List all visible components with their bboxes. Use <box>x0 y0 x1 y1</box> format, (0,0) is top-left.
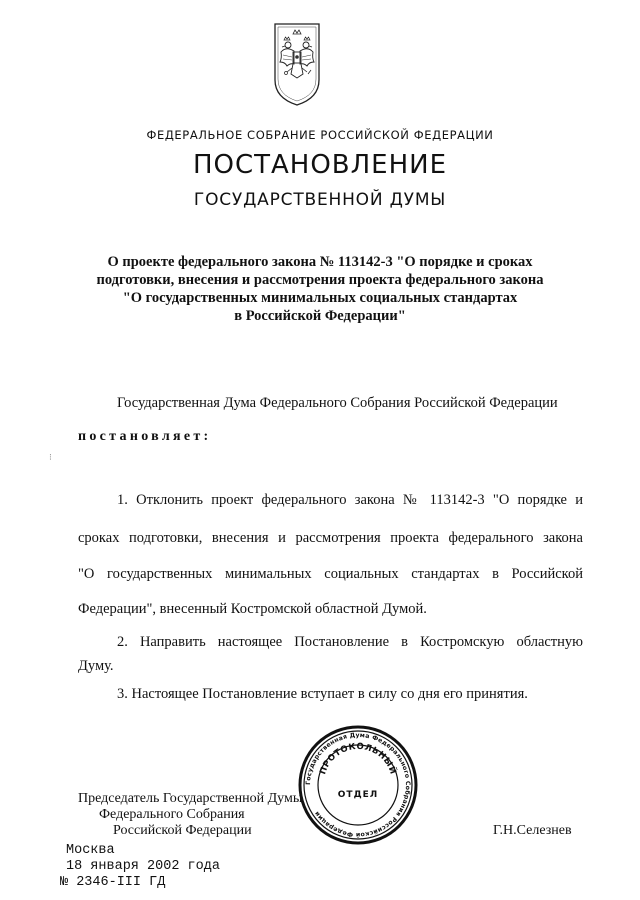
document-subject <box>0 253 640 325</box>
item-3-text: 3. Настоящее Постановление вступает в силу со дня его принятия. <box>117 686 528 702</box>
coat-of-arms-emblem <box>272 18 322 108</box>
signatory-position-line: Федерального Собрания <box>99 807 245 822</box>
footer-city: Москва <box>66 843 115 858</box>
footer-date: 18 января 2002 года <box>66 859 220 874</box>
item-2-line: 2. Направить настоящее Постановление в Костромскую областную <box>117 634 583 650</box>
signatory-position-line: Российской Федерации <box>113 823 252 838</box>
organization-header: ФЕДЕРАЛЬНОЕ СОБРАНИЕ РОССИЙСКОЙ ФЕДЕРАЦИИ <box>146 128 494 142</box>
signatory-name: Г.Н.Селезнев <box>493 823 572 838</box>
subject-line: "О государственных минимальных социальных стандартах <box>122 290 518 306</box>
signatory-position-line: Председатель Государственной Думы <box>78 791 303 806</box>
item-2-line: Думу. <box>78 658 114 674</box>
item-1-line: "О государственных минимальных социальных стандартах в Российской <box>78 566 583 582</box>
decree-word: постановляет: <box>78 429 212 444</box>
stamp-ring-text: Государственная Дума Федерального Собрания Российской Федерации <box>304 731 412 839</box>
item-1-line: Федерации", внесенный Костромской областной Думой. <box>78 601 427 617</box>
document-subtitle: ГОСУДАРСТВЕННОЙ ДУМЫ <box>193 190 447 210</box>
subject-line: О проекте федерального закона № 113142-3 "О порядке и сроках <box>107 254 533 270</box>
intro-text: Государственная Дума Федерального Собрания Российской Федерации <box>117 395 558 411</box>
stamp-center-text: ОТДЕЛ <box>337 790 379 800</box>
item-1-line: сроках подготовки, внесения и рассмотрения проекта федерального закона <box>78 530 583 546</box>
footer-number: № 2346-III ГД <box>60 875 166 890</box>
scan-speck: ⁝ <box>49 452 52 462</box>
item-1-line: 1. Отклонить проект федерального закона № 113142-3 "О порядке и <box>117 492 583 508</box>
stamp-inner-text: ПРОТОКОЛЬНЫЙ <box>318 741 398 776</box>
official-stamp <box>296 723 420 847</box>
subject-line: в Российской Федерации" <box>234 308 406 324</box>
document-title: ПОСТАНОВЛЕНИЕ <box>192 150 448 180</box>
subject-line: подготовки, внесения и рассмотрения проекта федерального закона <box>96 272 544 288</box>
